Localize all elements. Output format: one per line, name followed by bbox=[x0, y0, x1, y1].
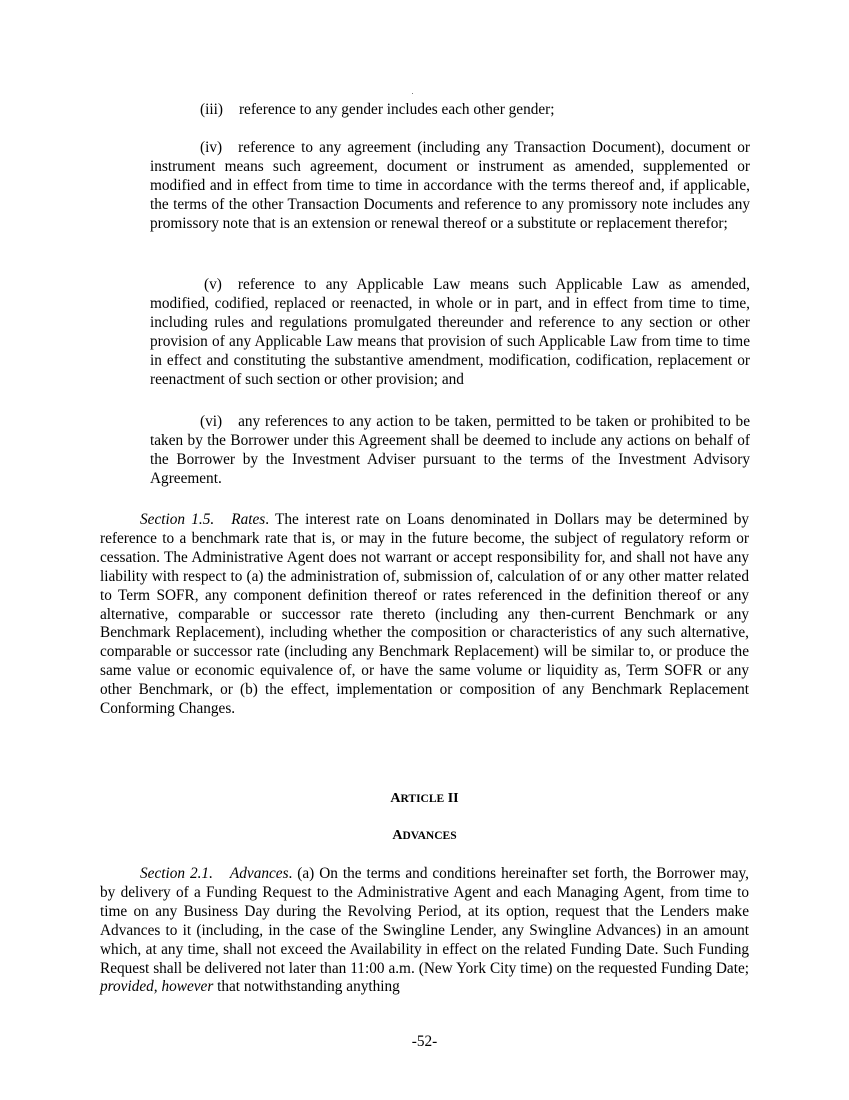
clause-iii-label: (iii) bbox=[200, 101, 223, 118]
article-heading-rest: RTICLE bbox=[400, 793, 445, 805]
section-2-1-text-cont: that notwithstanding anything bbox=[217, 978, 400, 996]
clause-iv-label: (iv) bbox=[200, 139, 223, 156]
section-1-5: Section 1.5. Rates. The interest rate on Loans denominated in Dollars may be determined by reference to a benchmark rate that is, or may in the future become, the subject of regulatory reform or cessation. The Administrative Agent does not warrant or accept responsibility for, and shall not have any liability with respect to (a) the administration of, submission of, calculation of or any other matter related to Term SOFR, any component definition thereof or rates referenced in the definition thereof or any alternative, comparable or successor rate thereto (including any then-current Benchmark or any Benchmark Replacement), including whether the composition or characteristics of any such alternative, comparable or successor rate (including any Benchmark Replacement) will be similar to, or produce the same value or economic equivalence of, or have the same volume or liquidity as, Term SOFR or any other Benchmark, or (b) the effect, implementation or composition of any Benchmark Replacement Conforming Changes. bbox=[100, 511, 750, 718]
section-1-5-text: The interest rate on Loans denominated in Dollars may be determined by reference to a benchmark rate that is, or may in the future become, the subject of regulatory reform or cessation. The Administrative Agent does not warrant or accept responsibility for, and shall not have any liability with respect to (a) the administration of, submission of, calculation of or any other matter related to Term SOFR, any component definition thereof or rates referenced in the definition thereof or any alternative, comparable or successor rate thereto (including any then-current Benchmark or any Benchmark Replacement), including whether the composition or characteristics of any such alternative, comparable or successor rate (including any Benchmark Replacement) will be similar to, or produce the same value or economic equivalence of, or have the same volume or liquidity as, Term SOFR or any other Benchmark, or (b) the effect, implementation or composition of any Benchmark Replacement Conforming Changes. bbox=[100, 511, 750, 718]
section-1-5-number: Section 1.5. bbox=[140, 511, 215, 528]
clause-v-label: (v) bbox=[204, 276, 222, 293]
clause-v bbox=[150, 276, 750, 389]
section-2-1-proviso: provided, however bbox=[100, 978, 214, 996]
article-heading-initial: A bbox=[390, 791, 401, 806]
clause-iii bbox=[150, 101, 750, 120]
article-title bbox=[100, 827, 749, 846]
page-number: -52- bbox=[411, 1033, 438, 1050]
clause-vi bbox=[150, 413, 750, 489]
clause-iii-text: reference to any gender includes each other gender; bbox=[238, 101, 555, 118]
section-2-1-number: Section 2.1. bbox=[140, 865, 213, 882]
clause-vi-label: (vi) bbox=[200, 413, 223, 430]
article-title-rest: DVANCES bbox=[402, 830, 457, 842]
clause-iv bbox=[150, 139, 750, 234]
section-2-1: Section 2.1. Advances. (a) On the terms and conditions hereinafter set forth, the Borrower may, by delivery of a Funding Request to the Administrative Agent and each Managing Agent, from time to time on any Business Day during the Revolving Period, at its option, request that the Lenders make Advances to it (including, in the case of the Swingline Lender, any Swingline Advances) in an amount which, at any time, shall not exceed the Availability in effect on the related Funding Date. Such Funding Request shall be delivered not later than 11:00 a.m. (New York City time) on the requested Funding Date; provided, however that notwithstanding anything bbox=[100, 865, 749, 996]
section-2-1-title: Advances bbox=[229, 865, 289, 882]
clause-v-text: reference to any Applicable Law means such Applicable Law as amended, modified, codified, replaced or reenacted, in whole or in part, and in effect from time to time, including rules and regulations promulgated thereunder and reference to any section or other provision of any Applicable Law means that provision of such Applicable Law from time to time in effect and constituting the substantive amendment, modification, codification, replacement or reenactment of such section or other provision; and bbox=[150, 276, 750, 388]
section-1-5-title: Rates bbox=[231, 511, 266, 528]
clause-vi-text: any references to any action to be taken, permitted to be taken or prohibited to be taken by the Borrower under this Agreement shall be deemed to include any actions on behalf of the Borrower by the Investment Adviser pursuant to the terms of the Investment Advisory Agreement. bbox=[150, 413, 750, 487]
section-2-1-text: (a) On the terms and conditions hereinafter set forth, the Borrower may, by delivery of a Funding Request to the Administrative Agent and each Managing Agent, from time to time on any Business Day during the Revolving Period, at its option, request that the Lenders make Advances to it (including, in the case of the Swingline Lender, any Swingline Advances) in an amount which, at any time, shall not exceed the Availability in effect on the related Funding Date. Such Funding Request shall be delivered not later than 11:00 a.m. (New York City time) on the requested Funding Date; bbox=[100, 865, 749, 977]
scan-artifact-dot bbox=[412, 93, 413, 94]
article-title-initial: A bbox=[392, 828, 403, 843]
article-heading bbox=[100, 790, 749, 809]
clause-iv-text: reference to any agreement (including any Transaction Document), document or instrument means such agreement, document or instrument as amended, supplemented or modified and in effect from time to time in accordance with the terms thereof and, if applicable, the terms of the other Transaction Documents and reference to any promissory note includes any promissory note that is an extension or renewal thereof or a substitute or replacement therefor; bbox=[150, 139, 750, 232]
article-heading-roman: II bbox=[447, 791, 459, 806]
